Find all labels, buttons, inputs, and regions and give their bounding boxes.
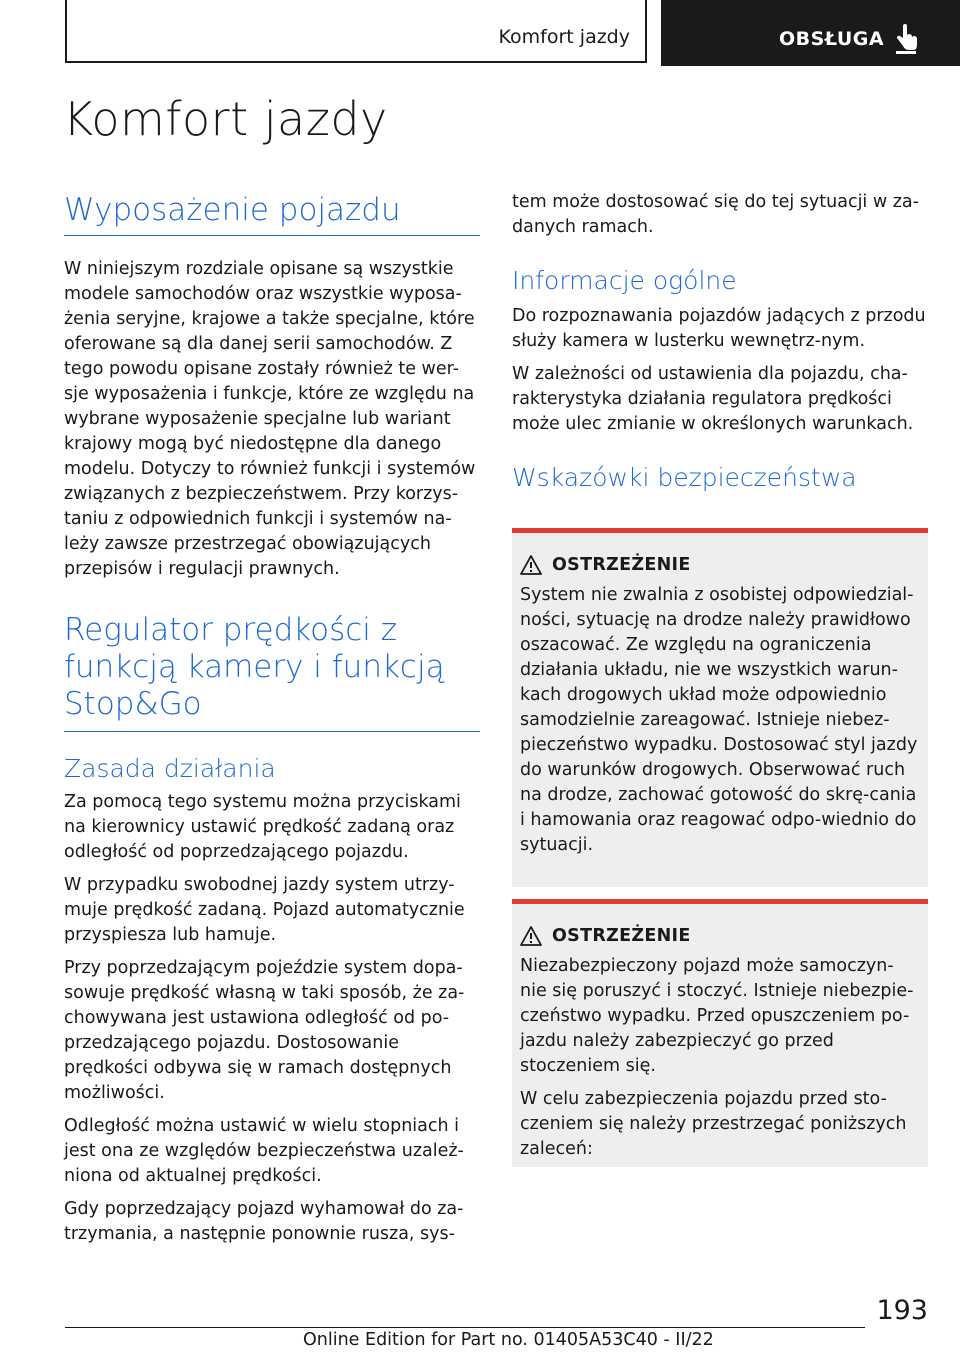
- hand-pointer-icon: [893, 24, 919, 54]
- warning-title: OSTRZEŻENIE: [552, 926, 691, 946]
- paragraph: Do rozpoznawania pojazdów jadących z przodu służy kamera w lusterku wewnętrz-nym.: [512, 306, 926, 351]
- warning-title: OSTRZEŻENIE: [552, 555, 691, 575]
- header-tab-label: OBSŁUGA: [779, 28, 885, 50]
- heading-general: Informacje ogólne: [512, 266, 737, 295]
- warning-box: [512, 899, 928, 1167]
- paragraph: W zależności od ustawienia dla pojazdu, cha-rakterystyka działania regulatora prędkości może ulec zmianie w określonych warunkach.: [512, 364, 914, 434]
- footer-edition: Online Edition for Part no. 01405A53C40 - II/22: [303, 1330, 714, 1350]
- paragraph: Za pomocą tego systemu można przyciskami na kierownicy ustawić prędkość zadaną oraz odległość od poprzedzającego pojazdu.: [64, 792, 461, 862]
- paragraph-equipment: W niniejszym rozdziale opisane są wszystkie modele samochodów oraz wszystkie wyposa-żenia seryjne, krajowe a także specjalne, które oferowane są dla danej serii samochodów. Z tego powodu opisane zostały również te wer-sje wyposażenia i funkcje, które ze względu na wybrane wyposażenie specjalne lub wariant krajowy mogą być niedostępne dla danego modelu. Dotyczy to również funkcji i systemów związanych z bezpieczeństwem. Przy korzys-taniu z odpowiednich funkcji i systemów na-leży zawsze przestrzegać obowiązujących przepisów i regulacji prawnych.: [64, 259, 476, 579]
- right-column: [512, 190, 928, 493]
- page-title: Komfort jazdy: [63, 92, 388, 146]
- footer-divider: [65, 1327, 865, 1328]
- warning-text: W celu zabezpieczenia pojazdu przed sto-czeniem się należy przestrzegać poniższych zaleceń:: [520, 1089, 907, 1159]
- paragraph: Odległość można ustawić w wielu stopniach i jest ona ze względów bezpieczeństwa uzależ-niona od aktualnej prędkości.: [64, 1116, 464, 1186]
- page-number: 193: [876, 1295, 928, 1326]
- heading-principle: Zasada działania: [64, 754, 276, 783]
- heading-regulator-line1: Regulator prędkości z: [64, 612, 398, 648]
- paragraph: W przypadku swobodnej jazdy system utrzy-muje prędkość zadaną. Pojazd automatycznie przyspiesza lub hamuje.: [64, 875, 465, 945]
- divider: [64, 235, 480, 236]
- warning-text: Niezabezpieczony pojazd może samoczyn-nie się poruszyć i stoczyć. Istnieje niebezpie-czeństwo wypadku. Przed opuszczeniem po-jazdu należy zabezpieczyć go przed stoczeniem się.: [520, 956, 914, 1076]
- header-tab[interactable]: [661, 0, 960, 66]
- warning-text: System nie zwalnia z osobistej odpowiedzial-ności, sytuację na drodze należy prawidłowo oszacować. Ze względu na ograniczenia działania układu, nie we wszystkich warun-kach drogowych układ może odpowiednio samodzielnie zareagować. Istnieje niebez-pieczeństwo wypadku. Dostosować styl jazdy do warunków drogowych. Obserwować ruch na drodze, zachować gotowość do skrę-cania i hamowania oraz reagować odpo-wiednio do sytuacji.: [520, 585, 918, 855]
- paragraph: Gdy poprzedzający pojazd wyhamował do za-trzymania, a następnie ponownie rusza, sys-: [64, 1199, 464, 1244]
- warning-box: [512, 528, 928, 887]
- warning-triangle-icon: [520, 926, 542, 946]
- header-section-title: Komfort jazdy: [498, 26, 630, 48]
- paragraph: Przy poprzedzającym pojeździe system dopa-sowuje prędkość własną w taki sposób, że za-chowywana jest ustawiona odległość od po-przedzającego pojazdu. Dostosowanie prędkości odbywa się w ramach dostępnych możliwości.: [64, 958, 465, 1103]
- heading-regulator-line3: Stop&Go: [64, 686, 202, 722]
- paragraph: tem może dostosować się do tej sytuacji w za-danych ramach.: [512, 192, 919, 237]
- heading-safety: Wskazówki bezpieczeństwa: [512, 463, 857, 492]
- heading-regulator-line2: funkcją kamery i funkcją: [64, 649, 445, 685]
- heading-equipment: Wyposażenie pojazdu: [64, 192, 401, 228]
- left-column: [64, 190, 480, 1247]
- warning-triangle-icon: [520, 555, 542, 575]
- divider: [64, 731, 480, 732]
